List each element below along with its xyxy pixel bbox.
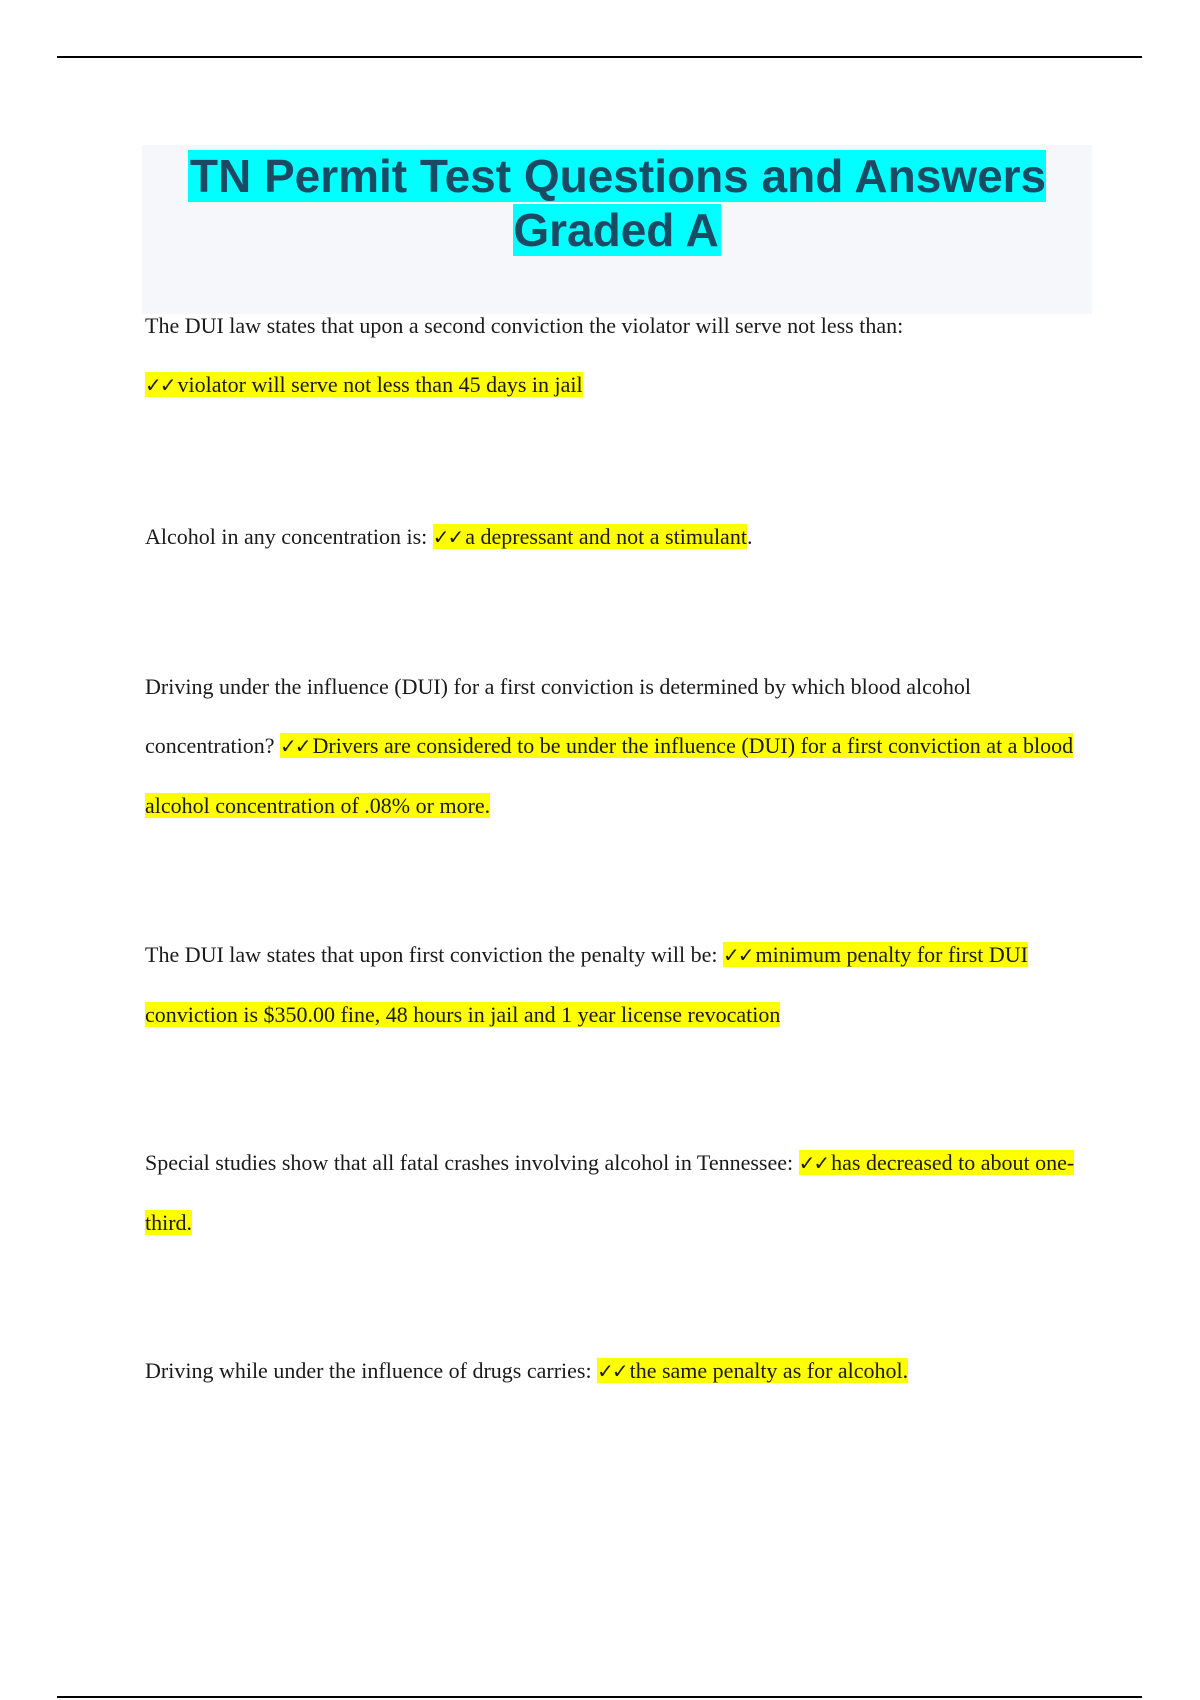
double-check-icon: ✓✓ [597, 1359, 627, 1383]
title-block [142, 145, 1092, 314]
double-check-icon: ✓✓ [432, 525, 463, 549]
header-rule [57, 56, 1142, 58]
double-check-icon: ✓✓ [145, 373, 175, 397]
answer-suffix: . [746, 524, 753, 549]
qa-item-6 [145, 1341, 1085, 1401]
answer-highlight [145, 372, 583, 397]
double-check-icon: ✓✓ [280, 734, 310, 758]
qa-item-5 [145, 1133, 1085, 1252]
qa-item-2 [145, 507, 1085, 567]
qa-item-4 [145, 925, 1085, 1044]
qa-item-3 [145, 657, 1085, 835]
qa-item-1 [145, 296, 1085, 415]
answer-text: Drivers are considered to be under the influence (DUI) for a first conviction at a blood alcohol concentration of .08% or more. [145, 733, 1074, 818]
footer-rule [57, 1696, 1142, 1698]
document-title-text: TN Permit Test Questions and Answers Graded A [189, 150, 1047, 256]
answer-text: the same penalty as for alcohol. [629, 1358, 909, 1383]
question-text: Driving under the influence (DUI) for a first conviction is determined by which blood alcohol concentration? [145, 674, 971, 758]
answer-highlight [433, 524, 747, 549]
question-text: Special studies show that all fatal crashes involving alcohol in Tennessee: [145, 1150, 794, 1175]
double-check-icon: ✓✓ [722, 943, 753, 967]
answer-text: has decreased to about one-third. [145, 1150, 1075, 1235]
document-title [142, 145, 1092, 257]
answer-text: violator will serve not less than 45 days in jail [177, 372, 583, 397]
question-text: The DUI law states that upon a second conviction the violator will serve not less than: [145, 313, 904, 338]
answer-text: minimum penalty for first DUI conviction is $350.00 fine, 48 hours in jail and 1 year license revocation [145, 942, 1029, 1027]
question-text: Alcohol in any concentration is: [145, 524, 428, 549]
answer-highlight [145, 733, 1073, 818]
answer-highlight [597, 1358, 908, 1383]
question-text: The DUI law states that upon first conviction the penalty will be: [145, 942, 718, 967]
answer-text: a depressant and not a stimulant [465, 524, 747, 549]
question-text: Driving while under the influence of drugs carries: [145, 1358, 592, 1383]
double-check-icon: ✓✓ [798, 1151, 829, 1175]
